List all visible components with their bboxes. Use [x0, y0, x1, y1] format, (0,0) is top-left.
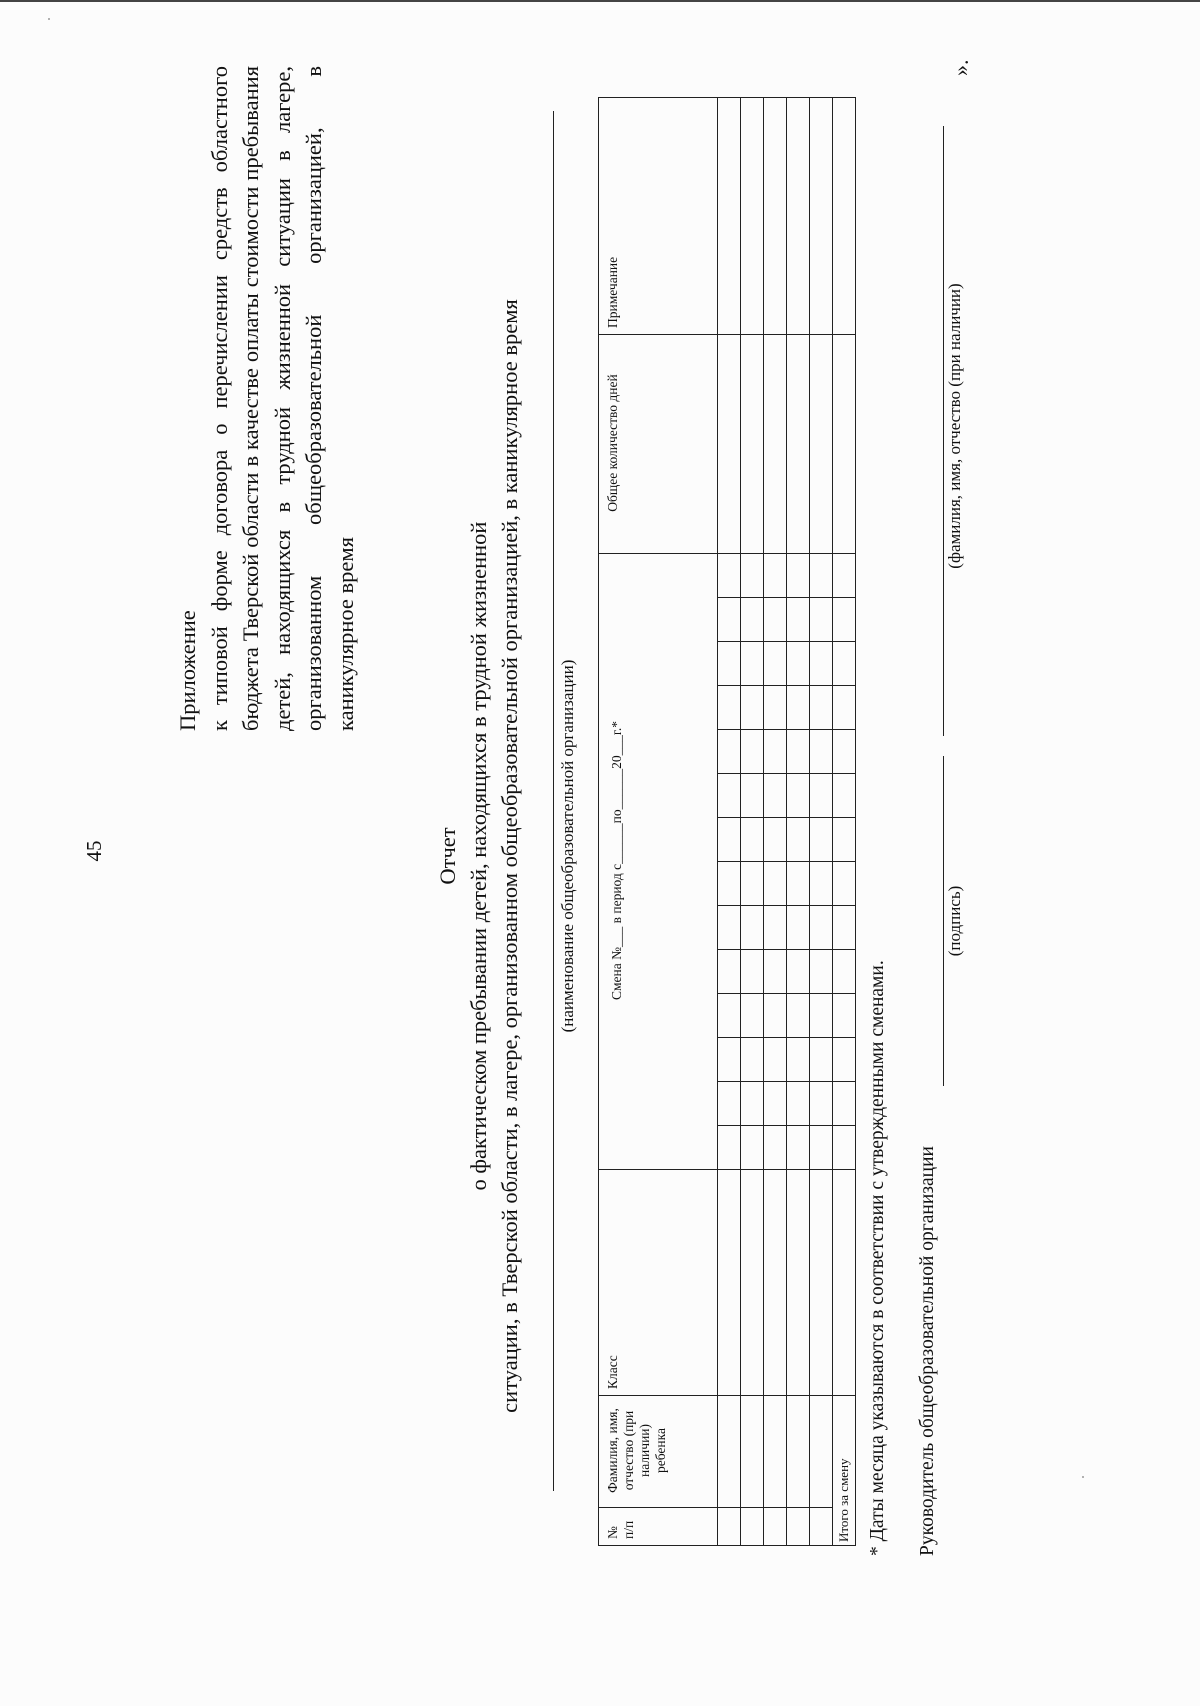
table-cell[interactable] — [833, 906, 856, 950]
table-cell[interactable] — [764, 774, 787, 818]
table-cell[interactable] — [718, 1082, 741, 1126]
table-cell[interactable] — [810, 774, 833, 818]
table-cell[interactable] — [787, 642, 810, 686]
closing-quote: ». — [948, 59, 973, 76]
table-cell[interactable] — [741, 950, 764, 994]
table-row — [787, 98, 810, 1546]
table-cell[interactable] — [764, 335, 787, 554]
table-cell[interactable] — [833, 994, 856, 1038]
table-cell[interactable] — [718, 950, 741, 994]
table-cell[interactable] — [833, 1170, 856, 1396]
signature-line[interactable] — [943, 756, 944, 1086]
table-cell[interactable] — [741, 862, 764, 906]
table-cell[interactable] — [810, 1396, 833, 1508]
table-cell[interactable] — [718, 774, 741, 818]
table-cell[interactable] — [833, 335, 856, 554]
table-cell[interactable] — [764, 1508, 787, 1546]
header-child-name: Фамилия, имя, отчество (при наличии) ребенка — [599, 1396, 718, 1508]
signature-caption: (подпись) — [945, 885, 964, 957]
table-cell[interactable] — [741, 730, 764, 774]
table-cell[interactable] — [741, 554, 764, 598]
table-cell[interactable] — [764, 730, 787, 774]
table-cell[interactable] — [718, 686, 741, 730]
table-cell[interactable] — [810, 1508, 833, 1546]
table-cell[interactable] — [718, 1396, 741, 1508]
table-cell[interactable] — [741, 994, 764, 1038]
table-cell[interactable] — [833, 598, 856, 642]
table-cell[interactable] — [833, 1038, 856, 1082]
table-cell[interactable] — [764, 1038, 787, 1082]
table-row — [741, 98, 764, 1546]
table-cell[interactable] — [810, 686, 833, 730]
table-cell[interactable] — [718, 1038, 741, 1082]
header-class: Класс — [599, 1170, 718, 1396]
table-cell[interactable] — [833, 862, 856, 906]
org-name-caption: (наименование общеобразовательной организации) — [558, 659, 577, 1033]
table-cell[interactable] — [741, 1082, 764, 1126]
table-cell[interactable] — [764, 1396, 787, 1508]
report-title-line-2: ситуации, в Тверской области, в лагере, организованном общеобразовательной организацией, в каникулярное время — [497, 299, 522, 1413]
appendix-block — [172, 66, 361, 731]
table-cell[interactable] — [764, 1082, 787, 1126]
table-cell[interactable] — [741, 1396, 764, 1508]
table-cell[interactable] — [833, 950, 856, 994]
table-cell[interactable] — [787, 554, 810, 598]
table-cell[interactable] — [741, 1508, 764, 1546]
table-cell[interactable] — [764, 598, 787, 642]
table-cell[interactable] — [718, 554, 741, 598]
table-cell[interactable] — [741, 598, 764, 642]
table-cell[interactable] — [741, 906, 764, 950]
table-cell[interactable] — [833, 98, 856, 335]
table-cell[interactable] — [810, 862, 833, 906]
table-cell[interactable] — [741, 818, 764, 862]
table-cell[interactable] — [764, 1170, 787, 1396]
table-cell[interactable] — [764, 686, 787, 730]
table-cell[interactable] — [833, 554, 856, 598]
table-cell[interactable] — [741, 1170, 764, 1396]
table-cell[interactable] — [810, 598, 833, 642]
table-cell[interactable] — [787, 335, 810, 554]
table-cell[interactable] — [810, 1082, 833, 1126]
table-cell[interactable] — [764, 950, 787, 994]
table-cell[interactable] — [764, 1126, 787, 1170]
table-cell[interactable] — [741, 686, 764, 730]
table-row — [764, 98, 787, 1546]
table-cell[interactable] — [833, 774, 856, 818]
table-cell[interactable] — [787, 686, 810, 730]
table-cell[interactable] — [787, 1396, 810, 1508]
report-table — [598, 97, 856, 1546]
table-total-row — [833, 98, 856, 1546]
table-header-row — [599, 98, 718, 1546]
table-cell[interactable] — [741, 335, 764, 554]
full-name-line[interactable] — [943, 126, 944, 736]
table-cell[interactable] — [718, 1170, 741, 1396]
table-cell[interactable] — [764, 994, 787, 1038]
table-cell[interactable] — [833, 730, 856, 774]
table-cell[interactable] — [833, 1126, 856, 1170]
table-cell[interactable] — [810, 818, 833, 862]
report-title-word: Отчет — [435, 827, 460, 885]
table-cell[interactable] — [741, 1126, 764, 1170]
appendix-heading: Приложение — [175, 610, 200, 731]
table-cell[interactable] — [787, 1126, 810, 1170]
report-title-line-1: о фактическом пребывании детей, находящихся в трудной жизненной — [466, 521, 491, 1191]
report-title — [432, 206, 525, 1506]
table-cell[interactable] — [810, 994, 833, 1038]
table-cell[interactable] — [787, 818, 810, 862]
table-cell[interactable] — [787, 950, 810, 994]
table-cell[interactable] — [741, 774, 764, 818]
header-note: Примечание — [599, 98, 718, 335]
table-cell[interactable] — [787, 862, 810, 906]
table-cell[interactable] — [833, 1082, 856, 1126]
table-cell[interactable] — [764, 98, 787, 335]
full-name-caption: (фамилия, имя, отчество (при наличии) — [945, 283, 964, 569]
table-cell[interactable] — [810, 98, 833, 335]
table-cell[interactable] — [741, 1038, 764, 1082]
table-cell[interactable] — [810, 730, 833, 774]
table-cell[interactable] — [718, 994, 741, 1038]
table-cell[interactable] — [787, 1170, 810, 1396]
header-number: № п/п — [599, 1508, 718, 1546]
table-cell[interactable] — [741, 98, 764, 335]
table-cell[interactable] — [810, 554, 833, 598]
table-cell[interactable] — [810, 1038, 833, 1082]
table-cell[interactable] — [810, 950, 833, 994]
table-cell[interactable] — [718, 598, 741, 642]
table-cell[interactable] — [787, 1038, 810, 1082]
table-cell[interactable] — [764, 554, 787, 598]
table-cell[interactable] — [718, 730, 741, 774]
table-cell[interactable] — [718, 906, 741, 950]
table-cell[interactable] — [810, 1126, 833, 1170]
table-cell[interactable] — [787, 730, 810, 774]
table-cell[interactable] — [810, 335, 833, 554]
header-total-days: Общее количество дней — [599, 335, 718, 554]
table-cell[interactable] — [764, 818, 787, 862]
table-cell[interactable] — [787, 98, 810, 335]
appendix-text: к типовой форме договора о перечислении средств областного бюджета Тверской области в качестве оплаты стоимости пребывания детей, находящихся в трудной жизненной ситуации в лагере, организованном общеобразовательной организацией, в каникулярное время — [206, 66, 358, 731]
table-cell[interactable] — [833, 642, 856, 686]
table-cell[interactable] — [787, 1508, 810, 1546]
table-cell[interactable] — [810, 906, 833, 950]
table-cell[interactable] — [833, 686, 856, 730]
table-row — [718, 98, 741, 1546]
table-cell[interactable] — [764, 642, 787, 686]
table-cell[interactable] — [718, 818, 741, 862]
table-cell[interactable] — [741, 642, 764, 686]
table-cell[interactable] — [764, 906, 787, 950]
table-cell[interactable] — [718, 642, 741, 686]
table-cell[interactable] — [787, 994, 810, 1038]
table-cell[interactable] — [787, 774, 810, 818]
signer-label: Руководитель общеобразовательной организации — [917, 1146, 938, 1556]
table-cell[interactable] — [787, 598, 810, 642]
table-cell[interactable] — [718, 98, 741, 335]
table-cell[interactable] — [787, 906, 810, 950]
table-cell[interactable] — [718, 1508, 741, 1546]
table-cell[interactable] — [833, 818, 856, 862]
dates-footnote: * Даты месяца указываются в соответствии с утвержденными сменами. — [867, 960, 888, 1556]
total-label: Итого за смену — [833, 1396, 856, 1546]
table-cell[interactable] — [810, 642, 833, 686]
org-name-line — [553, 111, 554, 1491]
table-cell[interactable] — [810, 1170, 833, 1396]
table-row — [810, 98, 833, 1546]
table-cell[interactable] — [718, 335, 741, 554]
table-cell[interactable] — [764, 862, 787, 906]
header-shift-period: Смена №___ в период с______по______20___г.* — [599, 554, 718, 1170]
table-cell[interactable] — [718, 1126, 741, 1170]
table-cell[interactable] — [718, 862, 741, 906]
table-cell[interactable] — [787, 1082, 810, 1126]
page-number: 45 — [82, 840, 106, 862]
